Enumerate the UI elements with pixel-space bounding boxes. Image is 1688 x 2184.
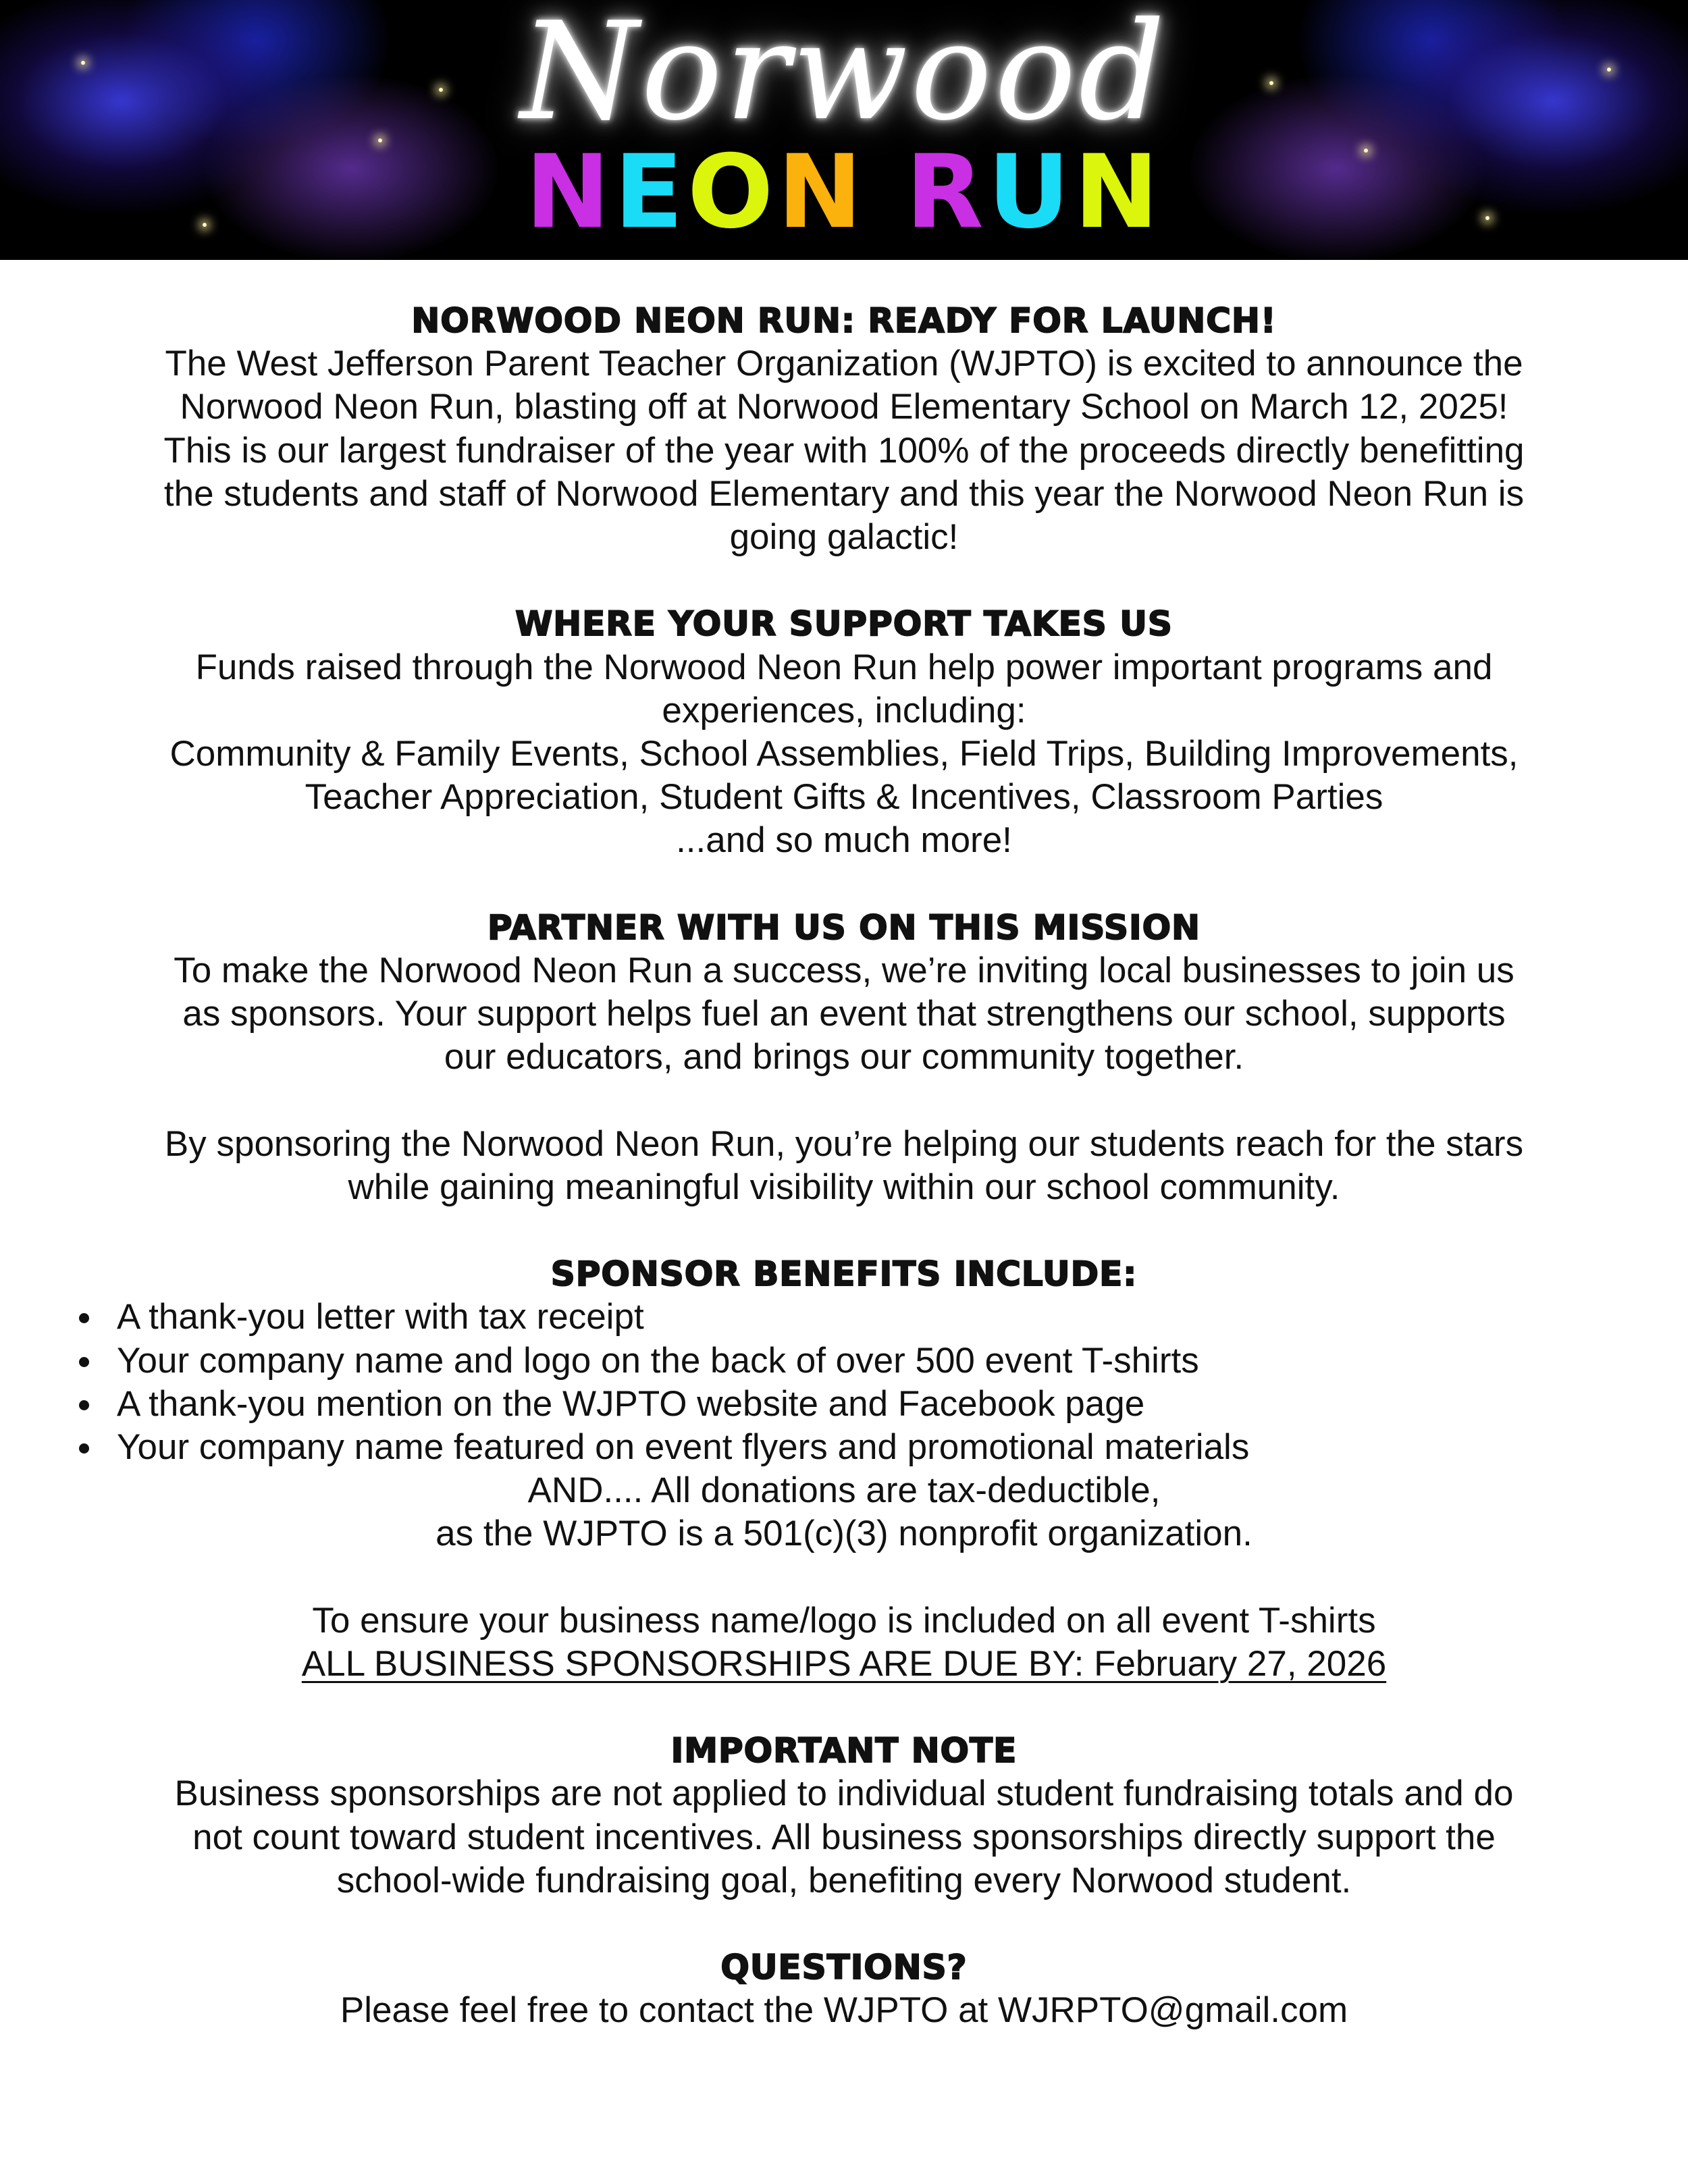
neon-letter [866,134,905,251]
neon-letter: R [905,134,988,251]
bullet-icon [79,1313,89,1323]
neon-letter: N [1074,134,1163,251]
benefit-text: Your company name featured on event flyers and promotional materials [117,1427,1250,1467]
neon-letter: E [614,134,687,251]
neon-letter: N [777,134,866,251]
section-heading-benefits: SPONSOR BENEFITS INCLUDE: [550,1254,1138,1294]
paragraph-line: Community & Family Events, School Assemblies, Field Trips, Building Improvements, [169,733,1519,774]
logo-neon-run [0,134,1688,251]
benefit-text: Your company name and logo on the back of over 500 event T-shirts [117,1340,1199,1381]
logo-script-title: Norwood [520,0,1168,151]
neon-letter: O [687,134,778,251]
bullet-icon [79,1400,89,1410]
paragraph-line: By sponsoring the Norwood Neon Run, you’re helping our students reach for the stars [164,1123,1524,1164]
deadline-text: ALL BUSINESS SPONSORSHIPS ARE DUE BY: February 27, 2026 [301,1643,1387,1684]
section-heading-partner: PARTNER WITH US ON THIS MISSION [487,907,1201,947]
section-heading-launch: NORWOOD NEON RUN: READY FOR LAUNCH! [411,301,1277,340]
contact-text: Please feel free to contact the WJPTO at [340,1990,998,2031]
benefit-list-item [0,1426,1688,1469]
paragraph-line: AND.... All donations are tax-deductible, [527,1470,1161,1511]
paragraph-line: the students and staff of Norwood Elementary and this year the Norwood Neon Run is [163,473,1525,514]
neon-letter: N [525,134,614,251]
benefit-list-item [0,1339,1688,1383]
paragraph-line: Teacher Appreciation, Student Gifts & Incentives, Classroom Parties [305,777,1383,818]
benefit-list-item [0,1383,1688,1426]
paragraph-line: as the WJPTO is a 501(c)(3) nonprofit organization. [436,1514,1252,1554]
benefit-text: A thank-you mention on the WJPTO website and Facebook page [117,1383,1145,1424]
paragraph-line: going galactic! [729,516,959,557]
paragraph-line: Norwood Neon Run, blasting off at Norwood Elementary School on March 12, 2025! [180,387,1508,427]
header-banner [0,0,1688,260]
contact-line [0,1989,1688,2032]
neon-letter: U [987,134,1074,251]
section-heading-note: IMPORTANT NOTE [670,1731,1018,1771]
benefit-list-item [0,1296,1688,1339]
contact-email-link[interactable]: WJRPTO@gmail.com [998,1990,1348,2031]
section-heading-questions: QUESTIONS? [720,1948,968,1988]
paragraph-line: while gaining meaningful visibility within our school community. [348,1167,1340,1207]
paragraph-line: This is our largest fundraiser of the year with 100% of the proceeds directly benefitting [163,430,1525,471]
deadline-row [0,1643,1688,1686]
bullet-icon [79,1357,89,1367]
paragraph-line: school-wide fundraising goal, benefiting every Norwood student. [336,1860,1352,1900]
paragraph-line: The West Jefferson Parent Teacher Organization (WJPTO) is excited to announce the [165,344,1523,384]
paragraph-line: not count toward student incentives. All business sponsorships directly support the [192,1817,1496,1857]
section-heading-support: WHERE YOUR SUPPORT TAKES US [515,604,1173,644]
paragraph-line: ...and so much more! [676,820,1012,861]
benefit-text: A thank-you letter with tax receipt [117,1297,644,1337]
document-body [0,299,1688,2033]
paragraph-line: experiences, including: [662,690,1026,730]
paragraph-line: To make the Norwood Neon Run a success, we’re inviting local businesses to join us [174,950,1514,990]
bullet-icon [79,1443,89,1454]
paragraph-line: Business sponsorships are not applied to individual student fundraising totals and do [174,1774,1514,1814]
paragraph-line: Funds raised through the Norwood Neon Run help power important programs and [195,647,1493,687]
deadline-intro: To ensure your business name/logo is included on all event T-shirts [312,1600,1376,1641]
paragraph-line: our educators, and brings our community together. [444,1037,1244,1077]
paragraph-line: as sponsors. Your support helps fuel an event that strengthens our school, supports [182,994,1506,1034]
